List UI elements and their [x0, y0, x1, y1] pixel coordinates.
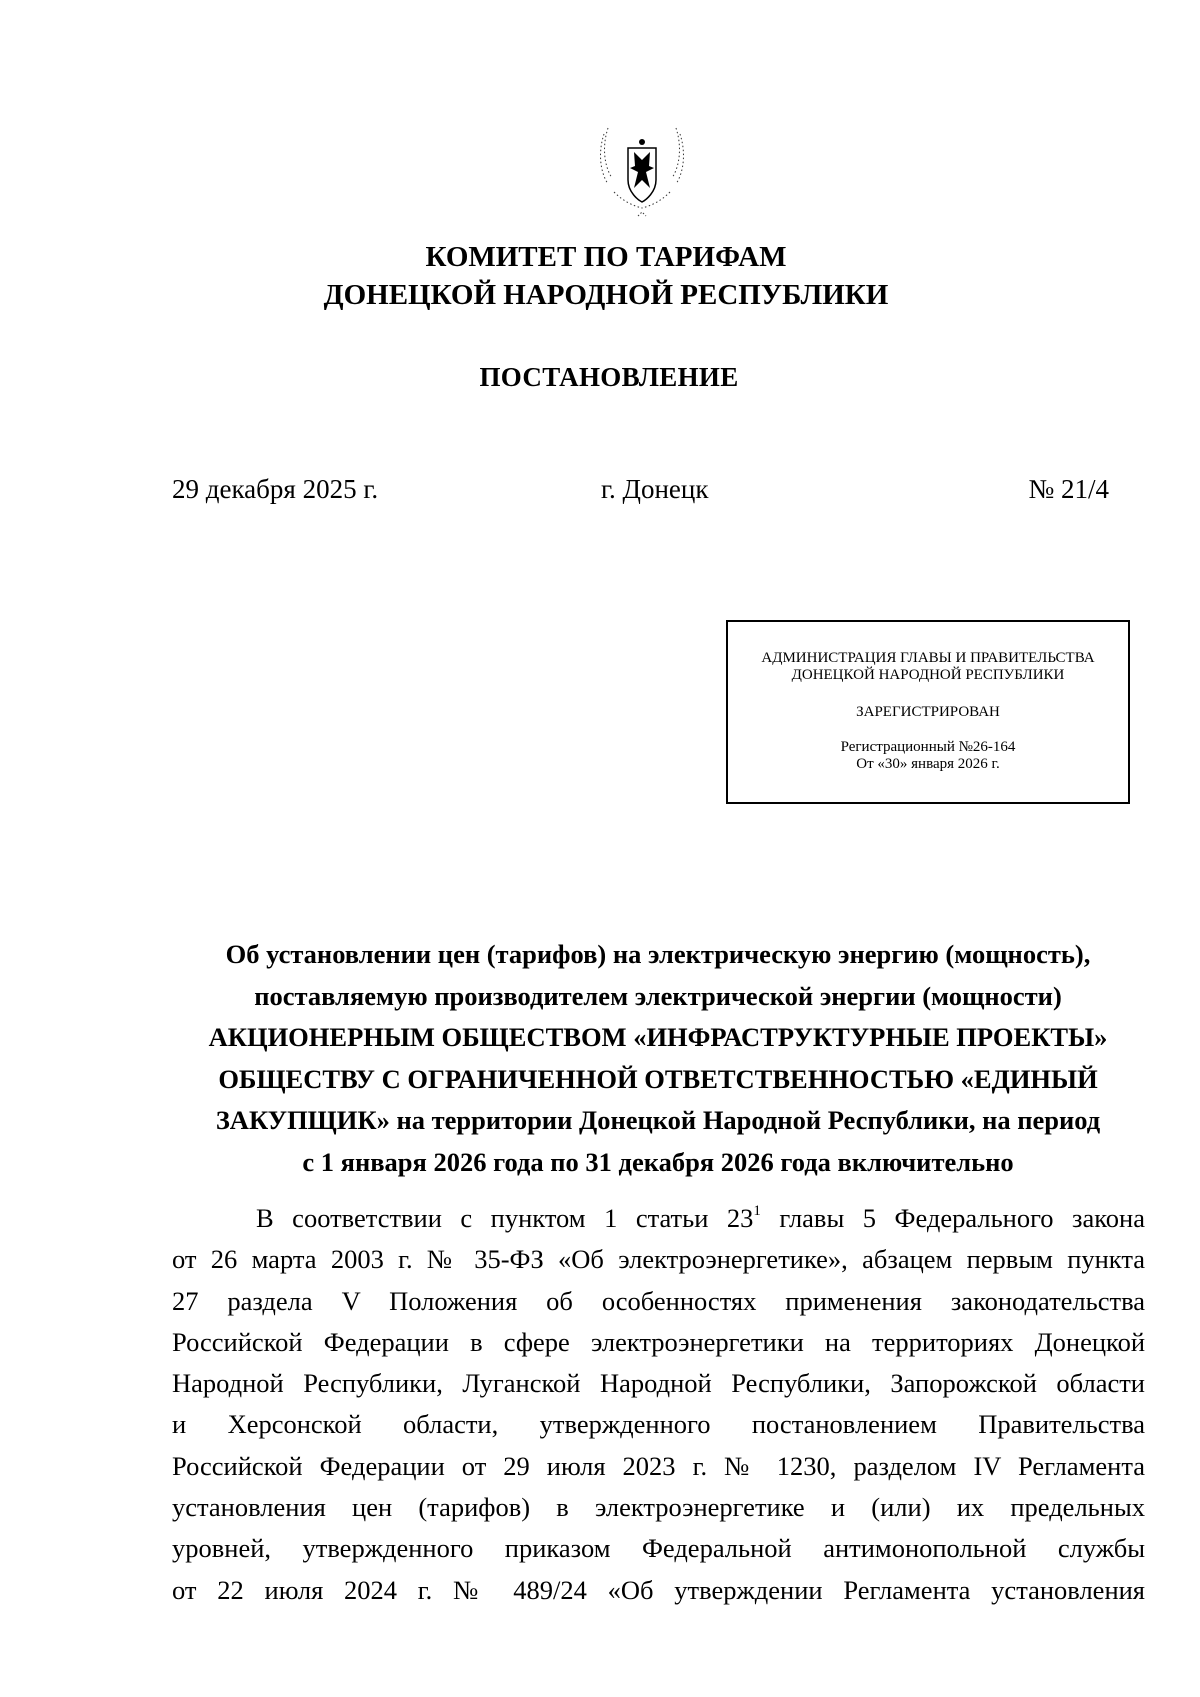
body-line: Российской Федерации от 29 июля 2023 г. № 1230, разделом IV Регламента: [172, 1450, 1145, 1481]
document-date: 29 декабря 2025 г.: [172, 474, 379, 504]
body-line1-text: В соответствии с пунктом 1 статьи 23: [256, 1203, 754, 1233]
body-line: Народной Республики, Луганской Народной Республики, Запорожской области: [172, 1368, 1145, 1399]
body-line: установления цен (тарифов) в электроэнергетике и (или) их предельных: [172, 1492, 1145, 1523]
heading-line: АКЦИОНЕРНЫМ ОБЩЕСТВОМ «ИНФРАСТРУКТУРНЫЕ ПРОЕКТЫ»: [208, 1022, 1108, 1052]
body-line: уровней, утвержденного приказом Федеральной антимонопольной службы: [172, 1533, 1145, 1564]
committee-title: [0, 238, 1200, 314]
body-paragraph: [172, 1198, 1145, 1611]
body-line: 27 раздела V Положения об особенностях применения законодательства: [172, 1285, 1145, 1316]
document-heading: [172, 934, 1144, 1183]
article-superscript: 1: [753, 1203, 761, 1219]
document-city: г. Донецк: [601, 474, 709, 504]
heading-line: ЗАКУПЩИК» на территории Донецкой Народной Республики, на период: [215, 1105, 1101, 1135]
heading-line: ОБЩЕСТВУ С ОГРАНИЧЕННОЙ ОТВЕТСТВЕННОСТЬЮ «ЕДИНЫЙ: [218, 1063, 1098, 1094]
stamp-status: ЗАРЕГИСТРИРОВАН: [856, 704, 1000, 720]
body-line: от 22 июля 2024 г. № 489/24 «Об утверждении Регламента установления: [172, 1574, 1145, 1605]
heading-line: Об установлении цен (тарифов) на электрическую энергию (мощность),: [225, 939, 1091, 969]
heading-line: поставляемую производителем электрической энергии (мощности): [254, 980, 1062, 1011]
body-line: Российской Федерации в сфере электроэнергетики на территориях Донецкой: [172, 1326, 1145, 1357]
registration-stamp: [726, 620, 1130, 804]
body-line: и Херсонской области, утвержденного постановлением Правительства: [172, 1409, 1145, 1440]
body-line1-rest: главы 5 Федерального закона: [760, 1203, 1145, 1233]
document-number: № 21/4: [1028, 474, 1109, 504]
body-line: от 26 марта 2003 г. № 35-ФЗ «Об электроэнергетике», абзацем первым пункта: [172, 1244, 1145, 1275]
stamp-reg-date: От «30» января 2026 г.: [856, 756, 1000, 772]
coat-of-arms-emblem-icon: [594, 122, 690, 222]
committee-title-line1: КОМИТЕТ ПО ТАРИФАМ: [425, 241, 787, 273]
document-type: ПОСТАНОВЛЕНИЕ: [479, 362, 739, 392]
body-line: [172, 1198, 1145, 1239]
stamp-org-line2: ДОНЕЦКОЙ НАРОДНОЙ РЕСПУБЛИКИ: [791, 667, 1065, 683]
heading-line: с 1 января 2026 года по 31 декабря 2026 года включительно: [302, 1146, 1014, 1177]
stamp-org-line1: АДМИНИСТРАЦИЯ ГЛАВЫ И ПРАВИТЕЛЬСТВА: [761, 650, 1095, 666]
committee-title-line2: ДОНЕЦКОЙ НАРОДНОЙ РЕСПУБЛИКИ: [323, 279, 889, 311]
stamp-reg-number: Регистрационный №26-164: [840, 739, 1016, 755]
